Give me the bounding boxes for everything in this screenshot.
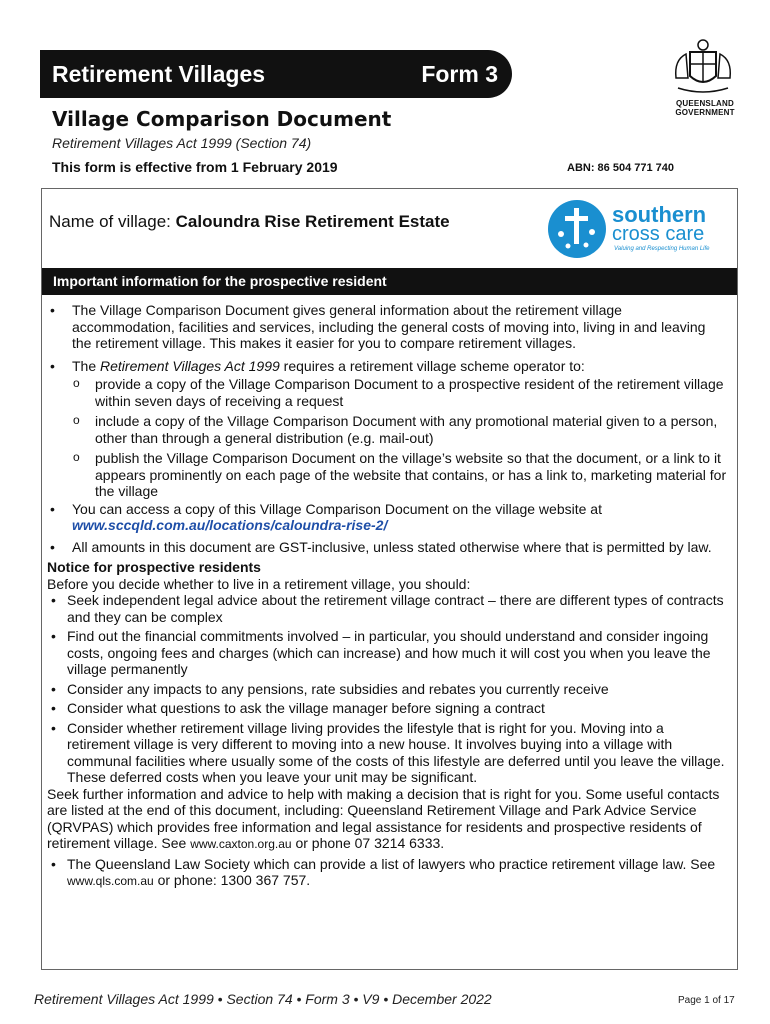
brand-tagline: Valuing and Respecting Human Life xyxy=(614,246,710,252)
body-text xyxy=(47,302,727,893)
brand-line-1: southern xyxy=(612,202,707,227)
sub-list-item: o provide a copy of the Village Comparison Document to a prospective resident of the retirement village within seven days of receiving a request xyxy=(47,376,727,409)
brand-line-2: cross care xyxy=(612,223,705,245)
government-wordmark: QUEENSLAND GOVERNMENT xyxy=(675,99,735,117)
text-span: or phone 07 3214 6333. xyxy=(291,835,445,851)
village-name xyxy=(49,212,450,232)
list-item xyxy=(47,358,727,375)
list-item xyxy=(47,501,727,534)
village-name-label: Name of village: xyxy=(49,212,171,231)
text-span: The xyxy=(72,357,101,374)
important-info-heading-bar xyxy=(42,268,737,295)
list-item: • The Village Comparison Document gives general information about the retirement village accommodation, facilities and services, including the general costs of moving into, living in and leaving the retirement village. This makes it easier for you to compare retirement villages. xyxy=(47,302,727,352)
notice-title: Notice for prospective residents xyxy=(47,559,261,575)
notice-item: • Seek independent legal advice about the retirement village contract – there are different types of contracts and they can be complex xyxy=(47,592,727,625)
text-span: The Queensland Law Society which can provide a list of lawyers who practice retirement village law. See xyxy=(67,855,716,872)
series-title: Retirement Villages xyxy=(52,61,266,87)
village-website-link[interactable]: www.sccqld.com.au/locations/caloundra-rise-2/ xyxy=(72,517,388,533)
queensland-crest-icon xyxy=(668,38,738,98)
document-title: Village Comparison Document xyxy=(52,107,392,131)
form-number: Form 3 xyxy=(421,61,498,87)
act-reference: Retirement Villages Act 1999 (Section 74) xyxy=(52,135,312,151)
notice-item xyxy=(47,856,727,890)
text-span: Seek further information and advice to help with making a decision that is right for you. Some useful contacts are listed at the end of this document, including: Queensland Retirement Village and Park Advice Service (QRVPAS) which provides free information and legal assistance for residents and prospective residents of retirement village. See xyxy=(47,785,720,851)
southern-cross-logo-icon xyxy=(548,200,606,258)
abn: ABN: 86 504 771 740 xyxy=(567,162,675,174)
further-info xyxy=(47,786,727,853)
title-bar xyxy=(40,50,512,98)
text-span: You can access a copy of this Village Comparison Document on the village website at xyxy=(72,500,602,517)
notice-item: • Consider whether retirement village living provides the lifestyle that is right for you. Moving into a retirement village is very different to moving into a new house. It involves buying into a village with communal facilities where usually some of the costs of this lifestyle are deferred until you leave the village. These deferred costs when you leave your unit may be significant. xyxy=(47,720,727,786)
act-name: Retirement Villages Act 1999 xyxy=(100,357,280,374)
page-number: Page 1 of 17 xyxy=(678,995,735,1006)
sub-list-item: o publish the Village Comparison Document on the village’s website so that the document, or a link to it appears prominently on each page of the website that contains, or has a link to, marketing material for the village xyxy=(47,450,727,500)
effective-date: This form is effective from 1 February 2019 xyxy=(52,159,338,175)
southern-cross-care-logo xyxy=(548,198,718,260)
qls-link[interactable]: www.qls.com.au xyxy=(67,874,154,888)
list-item: • All amounts in this document are GST-inclusive, unless stated otherwise where that is permitted by law. xyxy=(47,539,727,556)
sub-list-item: o include a copy of the Village Comparison Document with any promotional material given to a person, other than through a general distribution (e.g. mail-out) xyxy=(47,413,727,446)
text-span: or phone: 1300 367 757. xyxy=(153,872,311,888)
caxton-link[interactable]: www.caxton.org.au xyxy=(190,837,292,851)
village-name-value: Caloundra Rise Retirement Estate xyxy=(175,212,450,231)
notice-item: • Find out the financial commitments involved – in particular, you should understand and consider ingoing costs, ongoing fees and charges (which can increase) and how much it will cost you when you leave the village permanently xyxy=(47,628,727,678)
notice-item: • Consider what questions to ask the village manager before signing a contract xyxy=(47,700,727,717)
important-info-heading: Important information for the prospective resident xyxy=(53,273,387,289)
footer-citation: Retirement Villages Act 1999 • Section 74 • Form 3 • V9 • December 2022 xyxy=(34,991,492,1007)
notice-item: • Consider any impacts to any pensions, rate subsidies and rebates you currently receive xyxy=(47,681,727,698)
text-span: requires a retirement village scheme operator to: xyxy=(279,357,585,374)
notice-intro: Before you decide whether to live in a retirement village, you should: xyxy=(47,575,471,592)
